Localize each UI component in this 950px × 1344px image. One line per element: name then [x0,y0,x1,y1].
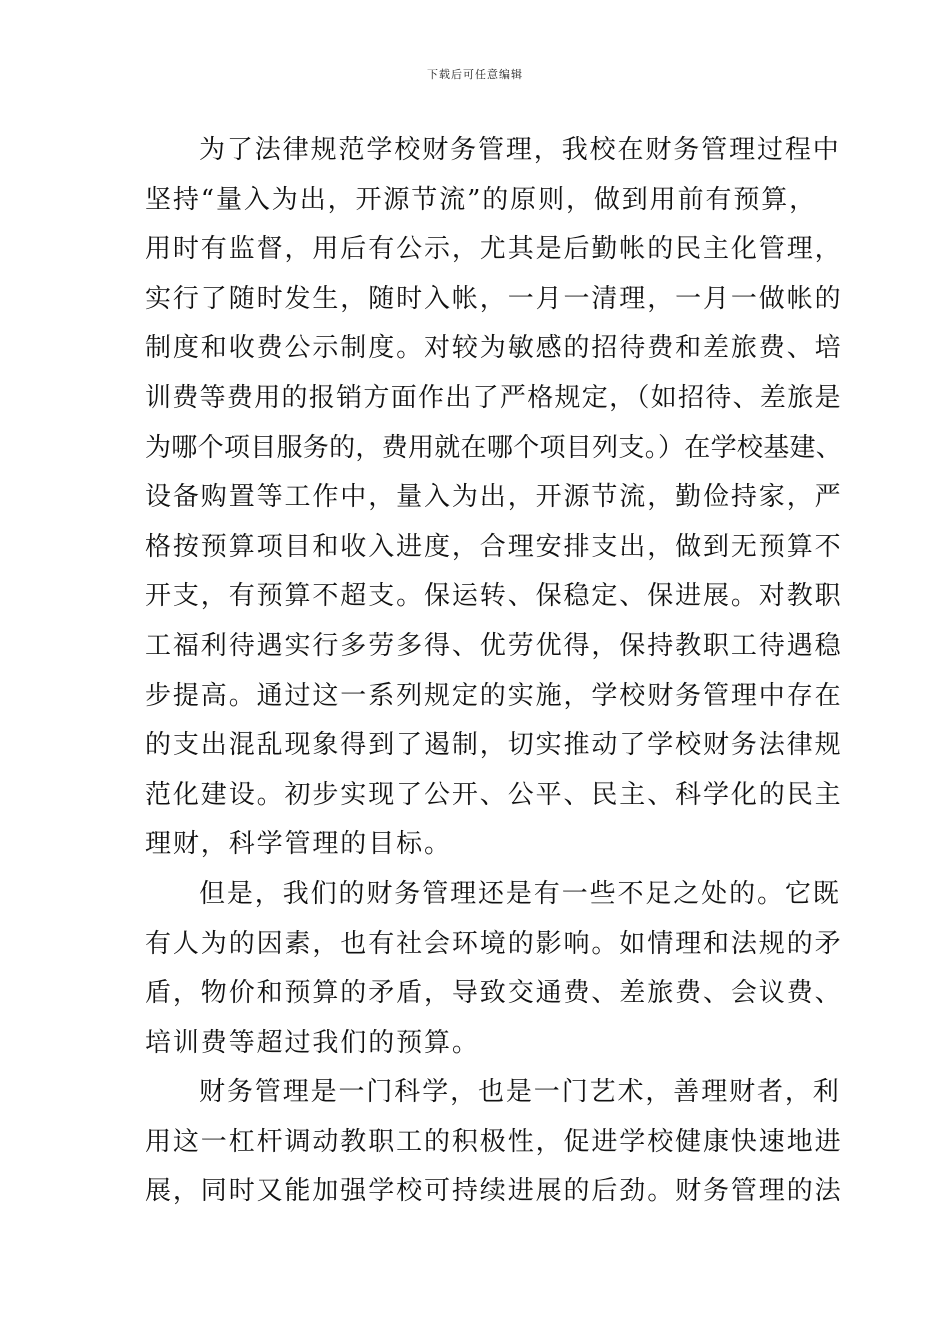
text-line: 展，同时又能加强学校可持续进展的后劲。财务管理的法 [145,1176,843,1207]
text-line: 但是，我们的财务管理还是有一些不足之处的。它既 [199,878,841,909]
text-line: 财务管理是一门科学，也是一门艺术，善理财者，利 [199,1077,841,1108]
text-line: 为了法律规范学校财务管理，我校在财务管理过程中 [199,135,841,165]
text-line: 坚持“量入为出，开源节流”的原则，做到用前有预算， [145,184,818,215]
document-body [145,126,845,1217]
text-line: 有人为的因素，也有社会环境的影响。如情理和法规的矛 [145,928,843,959]
text-line: 盾，物价和预算的矛盾，导致交通费、差旅费、会议费、 [145,978,843,1009]
text-line: 步提高。通过这一系列规定的实施，学校财务管理中存在 [145,680,843,711]
text-line: 为哪个项目服务的，费用就在哪个项目列支。）在学校基建、 [145,432,843,463]
text-line: 用时有监督，用后有公示，尤其是后勤帐的民主化管理， [145,234,843,265]
text-line: 范化建设。初步实现了公开、公平、民主、科学化的民主 [145,779,843,810]
text-line: 开支，有预算不超支。保运转、保稳定、保进展。对教职 [145,581,843,612]
text-line: 设备购置等工作中，量入为出，开源节流，勤俭持家，严 [145,482,843,513]
header-note: 下载后可任意编辑 [427,68,523,81]
text-line: 训费等费用的报销方面作出了严格规定，（如招待、差旅是 [145,382,842,413]
text-line: 培训费等超过我们的预算。 [145,1027,480,1058]
text-line: 理财，科学管理的目标。 [145,829,452,860]
text-line: 实行了随时发生，随时入帐，一月一清理，一月一做帐的 [145,283,843,314]
text-line: 制度和收费公示制度。对较为敏感的招待费和差旅费、培 [145,333,843,364]
text-line: 工福利待遇实行多劳多得、优劳优得，保持教职工待遇稳 [145,630,843,661]
text-line: 的支出混乱现象得到了遏制，切实推动了学校财务法律规 [145,730,843,761]
text-line: 格按预算项目和收入进度，合理安排支出，做到无预算不 [145,531,843,562]
text-line: 用这一杠杆调动教职工的积极性，促进学校健康快速地进 [145,1126,843,1157]
